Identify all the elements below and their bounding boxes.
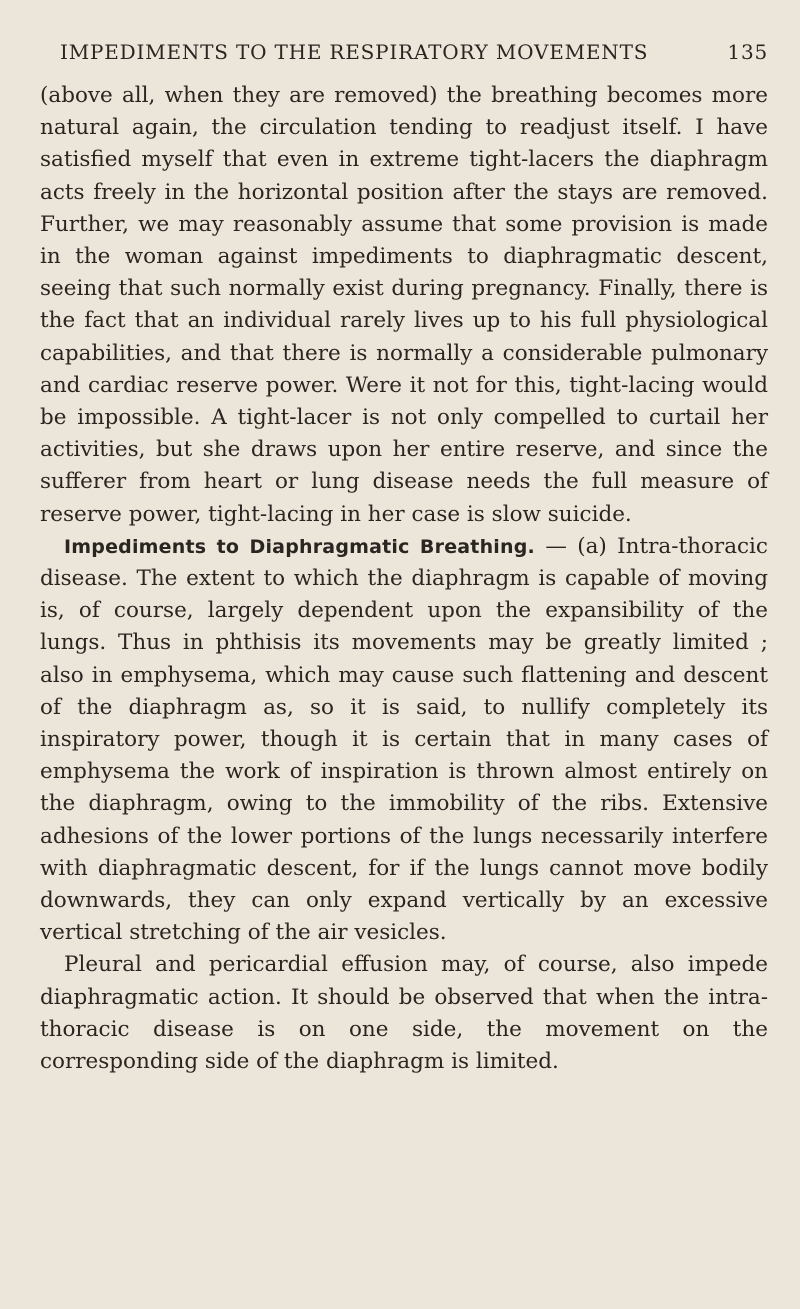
paragraph-text: Pleural and pericardial effusion may, of course, also impede diaphragmatic action. It should be observed that when the intra-thoracic disease is on one side, the movement on the corresponding side of the diaphragm is limited. (40, 952, 768, 1075)
paragraph (40, 949, 768, 1078)
page-number: 135 (727, 40, 768, 64)
paragraph (40, 80, 768, 531)
section-heading: Impediments to Diaphragmatic Breathing. (64, 535, 535, 558)
running-head (60, 40, 768, 64)
running-head-title: IMPEDIMENTS TO THE RESPIRATORY MOVEMENTS (60, 40, 649, 64)
paragraph-text: — (a) Intra-thoracic disease. The extent to which the diaphragm is capable of moving is, of course, largely dependent upon the expansibility of the lungs. Thus in phthisis its movements may be greatly limited ; also in emphysema, which may cause such flattening and descent of the diaphragm as, so it is said, to nullify completely its inspiratory power, though it is certain that in many cases of emphysema the work of inspiration is thrown almost entirely on the diaphragm, owing to the immobility of the ribs. Extensive adhesions of the lower portions of the lungs necessarily interfere with diaphragmatic descent, for if the lungs cannot move bodily downwards, they can only expand vertically by an excessive vertical stretching of the air vesicles. (40, 533, 768, 946)
paragraph (40, 531, 768, 950)
paragraph-text: (above all, when they are removed) the breathing becomes more natural again, the circulation tending to readjust itself. I have satisfied myself that even in extreme tight-lacers the diaphragm acts freely in the horizontal position after the stays are removed. Further, we may reasonably assume that some provision is made in the woman against impediments to diaphragmatic descent, seeing that such normally exist during pregnancy. Finally, there is the fact that an individual rarely lives up to his full physiological capabilities, and that there is normally a considerable pulmonary and cardiac reserve power. Were it not for this, tight-lacing would be impossible. A tight-lacer is not only compelled to curtail her activities, but she draws upon her entire reserve, and since the sufferer from heart or lung disease needs the full measure of reserve power, tight-lacing in her case is slow suicide. (40, 83, 768, 527)
body-text (40, 80, 768, 1078)
